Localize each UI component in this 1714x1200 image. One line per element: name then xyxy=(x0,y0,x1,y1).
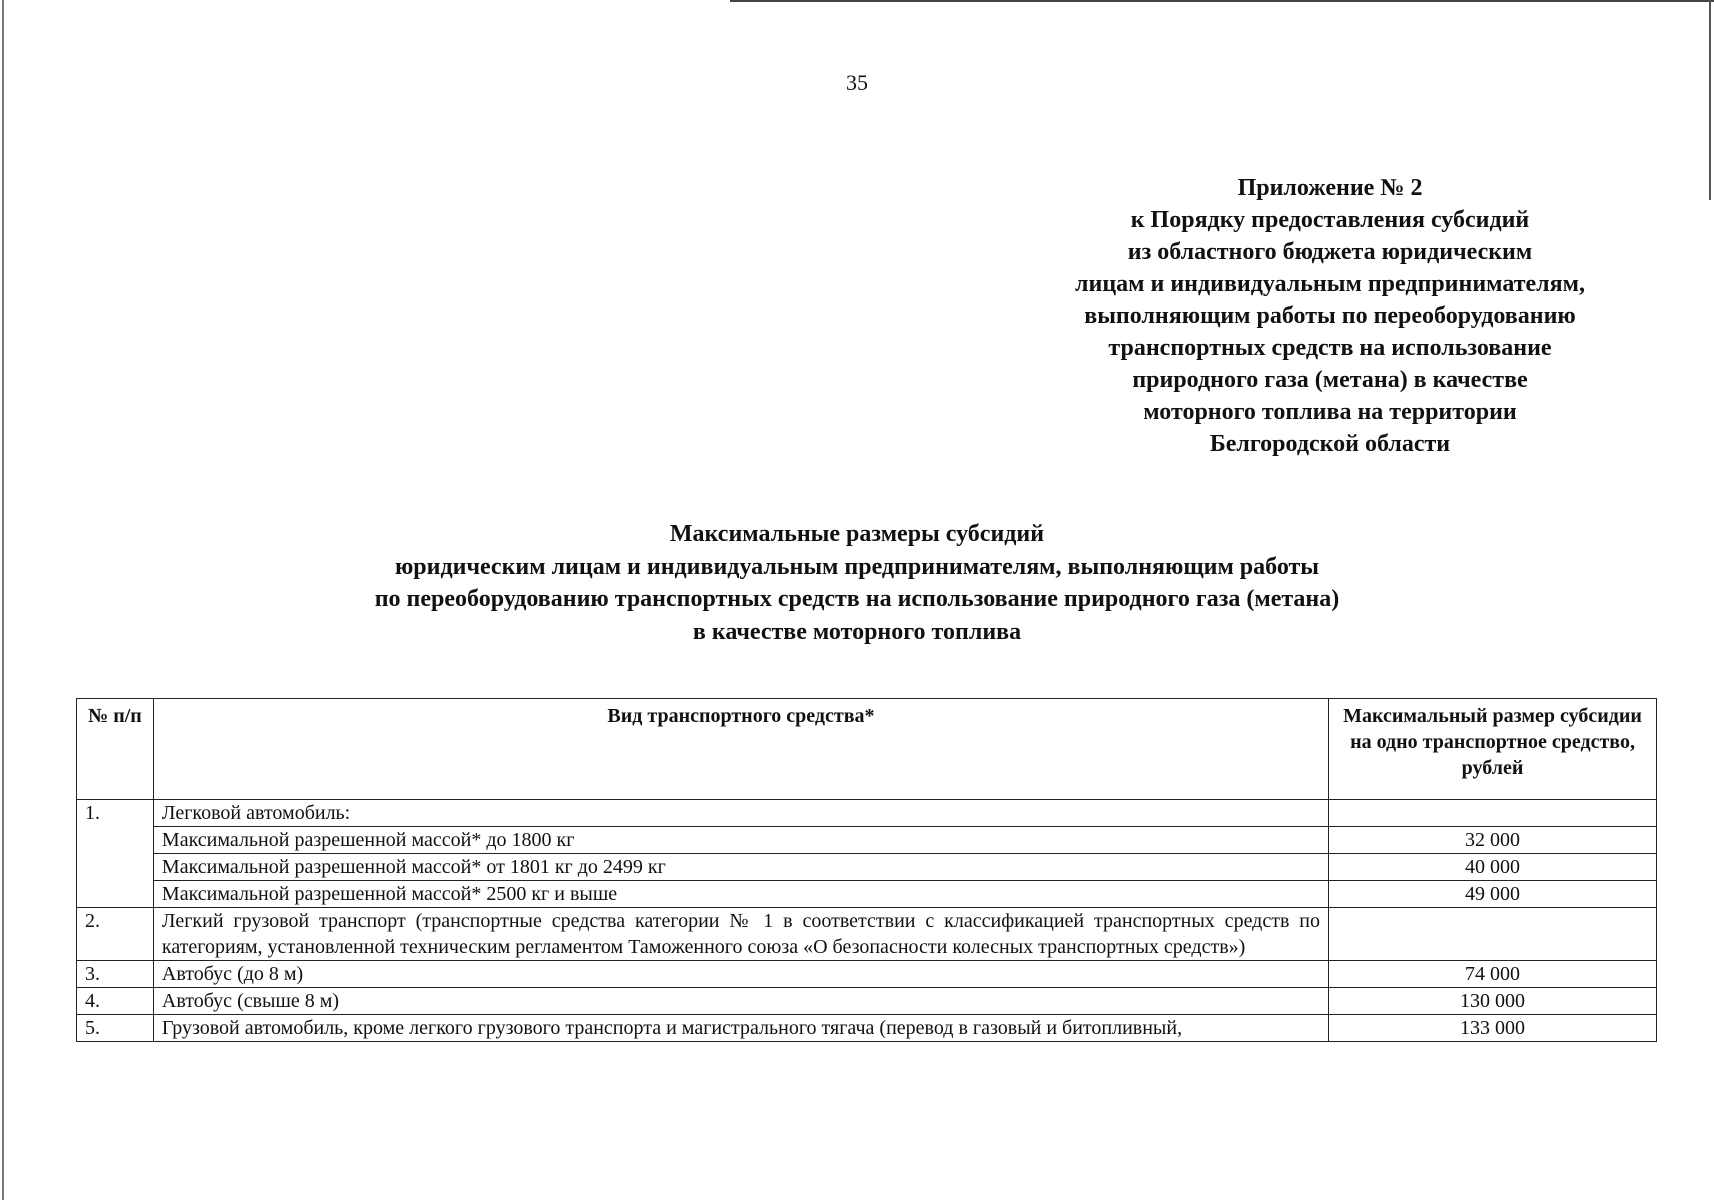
row-amount xyxy=(1329,908,1657,961)
row-amount: 130 000 xyxy=(1329,988,1657,1015)
row-amount: 49 000 xyxy=(1329,881,1657,908)
header-max-amount: Максимальный размер субсидии на одно транспортное средство, рублей xyxy=(1329,699,1657,800)
subsidy-table xyxy=(76,698,1657,1042)
header-num: № п/п xyxy=(77,699,154,800)
appendix-line: моторного топлива на территории xyxy=(1143,399,1517,425)
table-row xyxy=(77,881,1657,908)
row-amount: 32 000 xyxy=(1329,827,1657,854)
table-row xyxy=(77,908,1657,961)
row-vehicle-type: Максимальной разрешенной массой* 2500 кг и выше xyxy=(153,881,1328,908)
row-num: 1. xyxy=(77,800,154,908)
appendix-line: природного газа (метана) в качестве xyxy=(1132,367,1528,393)
appendix-line: транспортных средств на использование xyxy=(1108,335,1552,361)
table-row xyxy=(77,1015,1657,1042)
appendix-line: из областного бюджета юридическим xyxy=(1127,239,1533,265)
table-header-row xyxy=(77,699,1657,800)
title-line: по переоборудованию транспортных средств на использование природного газа (метана) xyxy=(374,586,1340,612)
appendix-line: выполняющим работы по переоборудованию xyxy=(1084,303,1576,329)
scan-edge-top xyxy=(730,0,1714,2)
appendix-heading xyxy=(970,172,1690,460)
table-row xyxy=(77,827,1657,854)
row-vehicle-type: Автобус (свыше 8 м) xyxy=(153,988,1328,1015)
title-line: в качестве моторного топлива xyxy=(692,618,1022,645)
row-vehicle-type: Легковой автомобиль: xyxy=(153,800,1328,827)
table-row xyxy=(77,961,1657,988)
row-vehicle-type: Автобус (до 8 м) xyxy=(153,961,1328,988)
row-vehicle-type: Максимальной разрешенной массой* от 1801 кг до 2499 кг xyxy=(153,854,1328,881)
appendix-line: Приложение № 2 xyxy=(1237,175,1423,201)
scan-edge-left xyxy=(2,0,4,1200)
row-num: 4. xyxy=(77,988,154,1015)
row-vehicle-type: Максимальной разрешенной массой* до 1800 кг xyxy=(153,827,1328,854)
title-line: юридическим лицам и индивидуальным предпринимателям, выполняющим работы xyxy=(394,553,1320,580)
row-num: 3. xyxy=(77,961,154,988)
appendix-line: лицам и индивидуальным предпринимателям, xyxy=(1075,271,1585,297)
row-num: 2. xyxy=(77,908,154,961)
scan-edge-right xyxy=(1709,0,1711,200)
row-amount: 74 000 xyxy=(1329,961,1657,988)
row-amount: 133 000 xyxy=(1329,1015,1657,1042)
title-line: Максимальные размеры субсидий xyxy=(669,521,1045,547)
row-vehicle-type: Грузовой автомобиль, кроме легкого грузового транспорта и магистрального тягача (перевод в газовый и битопливный, xyxy=(153,1015,1328,1042)
appendix-line: Белгородской области xyxy=(1209,431,1451,457)
header-vehicle-type: Вид транспортного средства* xyxy=(153,699,1328,800)
table-row xyxy=(77,988,1657,1015)
page-number: 35 xyxy=(846,70,868,95)
document-title xyxy=(40,518,1674,648)
table-row xyxy=(77,800,1657,827)
row-vehicle-type: Легкий грузовой транспорт (транспортные средства категории № 1 в соответствии с классификацией транспортных средств по категориям, установленной техническим регламентом Таможенного союза «О безопасности колесных транспортных средств») xyxy=(153,908,1328,961)
row-num: 5. xyxy=(77,1015,154,1042)
appendix-line: к Порядку предоставления субсидий xyxy=(1130,207,1530,233)
table-row xyxy=(77,854,1657,881)
row-amount xyxy=(1329,800,1657,827)
row-amount: 40 000 xyxy=(1329,854,1657,881)
